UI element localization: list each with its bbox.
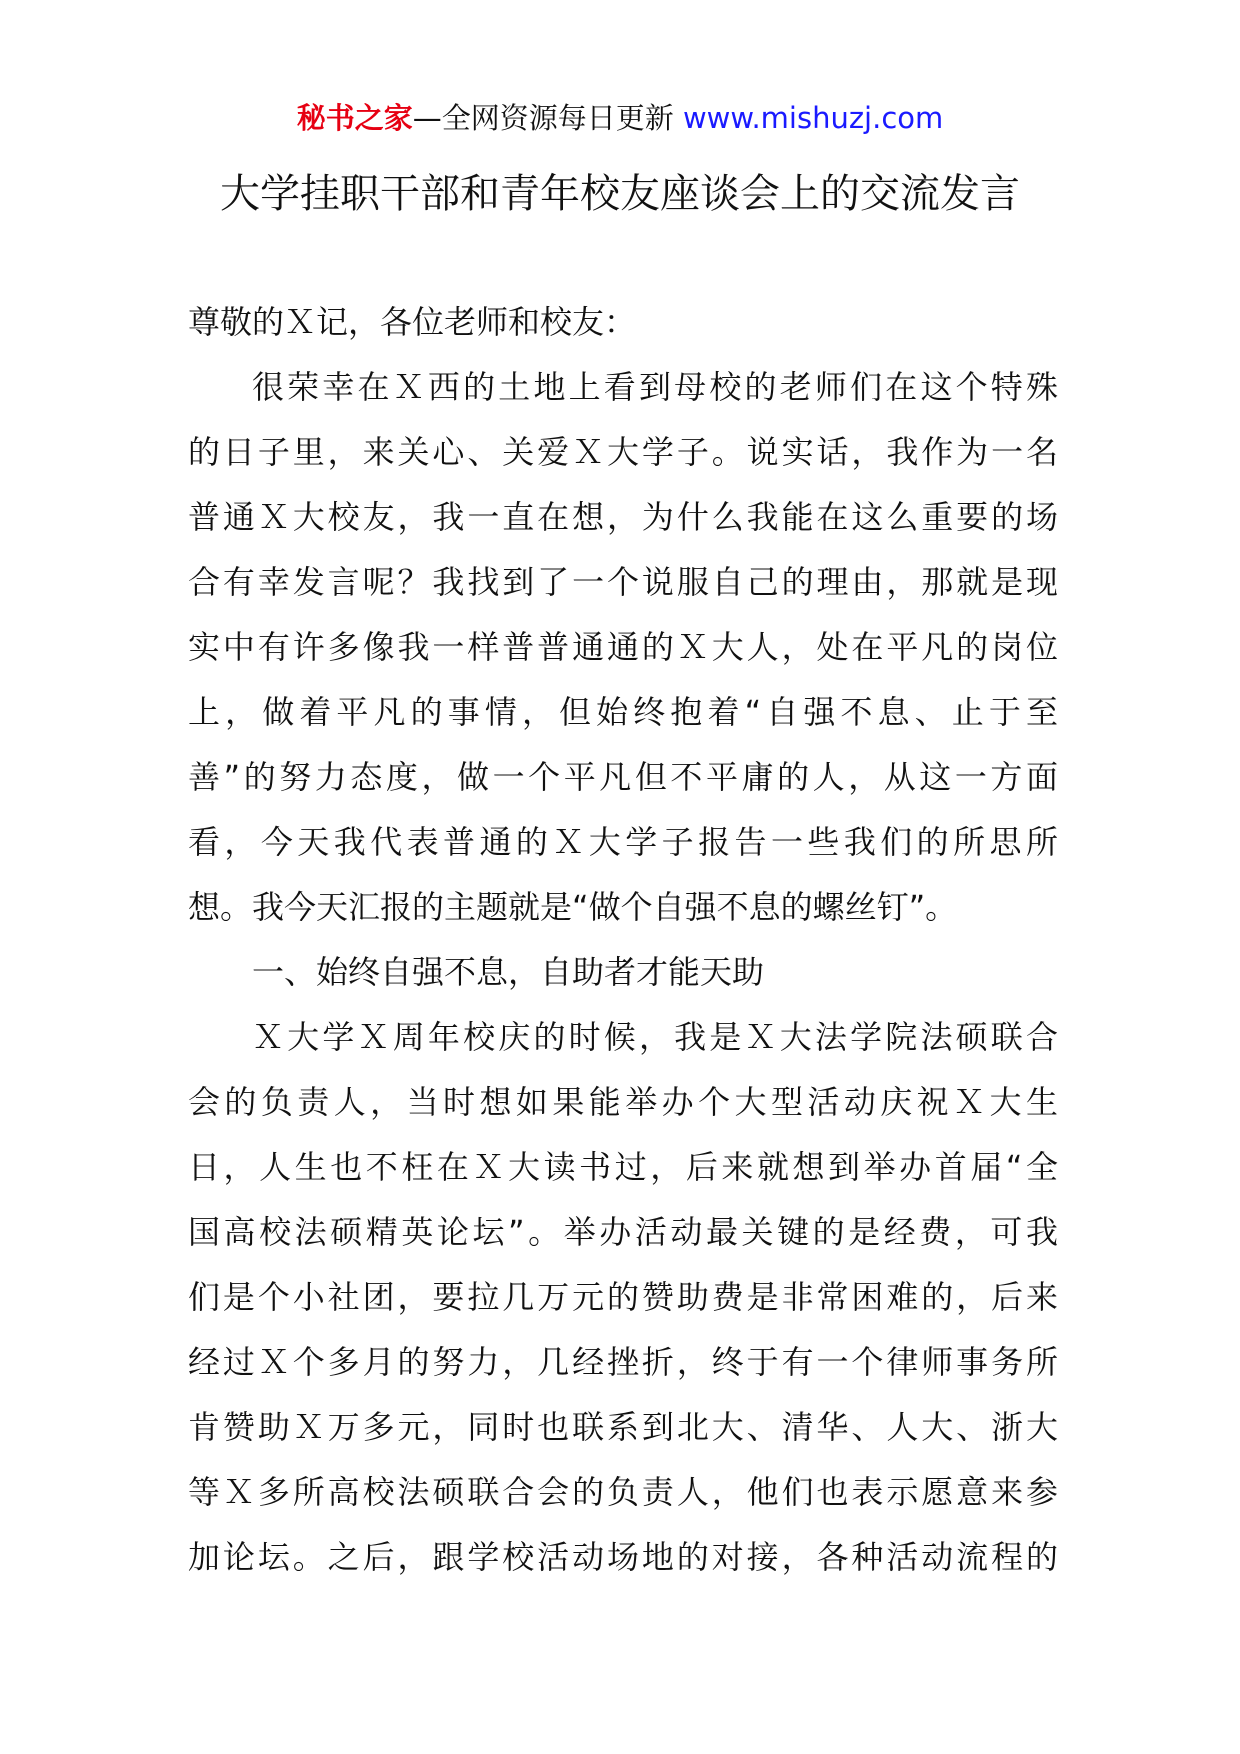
brand-name: 秘书之家 [296, 101, 413, 135]
text-line: 会的负责人，当时想如果能举办个大型活动庆祝Ｘ大生 [188, 1083, 1058, 1121]
text-line: 善”的努力态度，做一个平凡但不平庸的人，从这一方面 [188, 758, 1058, 796]
site-header [0, 98, 1240, 138]
text-line: 实中有许多像我一样普普通通的Ｘ大人，处在平凡的岗位 [188, 628, 1058, 666]
text-line: 加论坛。之后，跟学校活动场地的对接，各种活动流程的 [188, 1538, 1058, 1576]
text-line: 合有幸发言呢？我找到了一个说服自己的理由，那就是现 [188, 563, 1058, 601]
text-line: 日，人生也不枉在Ｘ大读书过，后来就想到举办首届“全 [188, 1148, 1058, 1186]
document-body [188, 290, 1058, 1590]
text-line: 国高校法硕精英论坛”。举办活动最关键的是经费，可我 [188, 1213, 1058, 1251]
text-line: 普通Ｘ大校友，我一直在想，为什么我能在这么重要的场 [188, 498, 1058, 536]
paragraph-1 [188, 355, 1058, 940]
text-line: Ｘ大学Ｘ周年校庆的时候，我是Ｘ大法学院法硕联合 [252, 1018, 1058, 1056]
text-line: 肯赞助Ｘ万多元，同时也联系到北大、清华、人大、浙大 [188, 1408, 1058, 1446]
text-line: 的日子里，来关心、关爱Ｘ大学子。说实话，我作为一名 [188, 433, 1058, 471]
site-url-link[interactable]: www.mishuzj.com [682, 101, 944, 135]
document-title: 大学挂职干部和青年校友座谈会上的交流发言 [220, 171, 1020, 217]
text-line: 很荣幸在Ｘ西的土地上看到母校的老师们在这个特殊 [252, 368, 1058, 406]
text-line: 们是个小社团，要拉几万元的赞助费是非常困难的，后来 [188, 1278, 1058, 1316]
text-line: 等Ｘ多所高校法硕联合会的负责人，他们也表示愿意来参 [188, 1473, 1058, 1511]
paragraph-2 [188, 1005, 1058, 1590]
text-line: 想。我今天汇报的主题就是“做个自强不息的螺丝钉”。 [188, 888, 958, 926]
text-line: 看，今天我代表普通的Ｘ大学子报告一些我们的所思所 [188, 823, 1058, 861]
text-line: 经过Ｘ个多月的努力，几经挫折，终于有一个律师事务所 [188, 1343, 1058, 1381]
salutation: 尊敬的Ｘ记，各位老师和校友： [188, 303, 637, 341]
section-heading: 一、始终自强不息，自助者才能天助 [252, 953, 765, 991]
text-line: 上，做着平凡的事情，但始终抱着“自强不息、止于至 [188, 693, 1058, 731]
header-tagline: —全网资源每日更新 [412, 101, 674, 135]
